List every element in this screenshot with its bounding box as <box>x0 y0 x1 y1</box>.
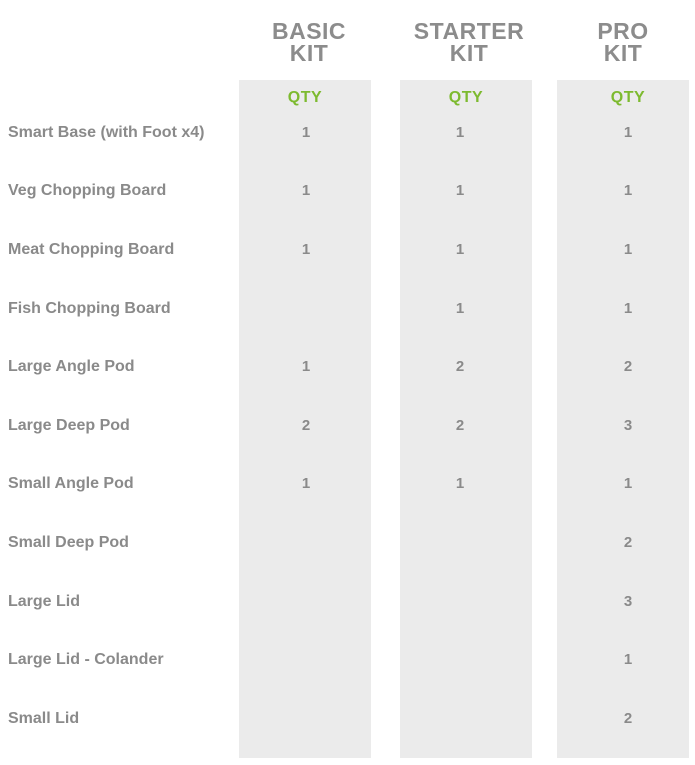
basic-kit-title-line2: KIT <box>289 40 329 66</box>
pro-qty-cell: 3 <box>623 417 633 434</box>
basic-qty-cell: 1 <box>301 241 311 258</box>
table-row <box>0 417 695 441</box>
item-name: Large Lid - Colander <box>8 651 164 668</box>
item-name: Small Lid <box>8 710 80 727</box>
basic-qty-cell: 2 <box>301 417 311 434</box>
pro-qty-cell: 1 <box>623 475 633 492</box>
table-row <box>0 124 695 148</box>
pro-qty-cell: 2 <box>623 358 633 375</box>
item-name: Fish Chopping Board <box>8 300 171 317</box>
item-name: Large Lid <box>8 593 81 610</box>
starter-kit-title-line2: KIT <box>449 40 489 66</box>
item-name: Large Angle Pod <box>8 358 135 375</box>
pro-qty-cell: 1 <box>623 182 633 199</box>
starter-qty-cell: 1 <box>455 475 465 492</box>
starter-kit-title <box>389 20 549 64</box>
item-name: Smart Base (with Foot x4) <box>8 124 205 141</box>
item-name: Small Deep Pod <box>8 534 129 551</box>
table-row <box>0 300 695 324</box>
item-name: Large Deep Pod <box>8 417 130 434</box>
pro-kit-title <box>543 20 695 64</box>
basic-kit-title-line1: BASIC <box>271 18 347 44</box>
basic-kit-title <box>229 20 389 64</box>
item-name: Meat Chopping Board <box>8 241 175 258</box>
basic-qty-cell: 1 <box>301 182 311 199</box>
starter-kit-title-line1: STARTER <box>413 18 525 44</box>
pro-qty-cell: 1 <box>623 651 633 668</box>
table-row <box>0 475 695 499</box>
starter-qty-cell: 1 <box>455 241 465 258</box>
pro-kit-title-line2: KIT <box>603 40 643 66</box>
pro-kit-title-line1: PRO <box>597 18 649 44</box>
pro-qty-cell: 2 <box>623 710 633 727</box>
pro-qty-cell: 3 <box>623 593 633 610</box>
starter-qty-cell: 1 <box>455 300 465 317</box>
starter-qty-header: QTY <box>448 89 484 106</box>
starter-qty-cell: 1 <box>455 124 465 141</box>
pro-qty-cell: 2 <box>623 534 633 551</box>
basic-qty-cell: 1 <box>301 358 311 375</box>
basic-qty-cell: 1 <box>301 124 311 141</box>
table-row <box>0 241 695 265</box>
starter-qty-cell: 2 <box>455 358 465 375</box>
pro-qty-cell: 1 <box>623 300 633 317</box>
table-row <box>0 710 695 734</box>
table-row <box>0 593 695 617</box>
table-row <box>0 358 695 382</box>
pro-qty-cell: 1 <box>623 241 633 258</box>
pro-qty-header: QTY <box>610 89 646 106</box>
starter-qty-cell: 1 <box>455 182 465 199</box>
item-name: Veg Chopping Board <box>8 182 167 199</box>
table-row <box>0 651 695 675</box>
item-name: Small Angle Pod <box>8 475 134 492</box>
basic-qty-header: QTY <box>287 89 323 106</box>
starter-qty-cell: 2 <box>455 417 465 434</box>
table-row <box>0 182 695 206</box>
basic-qty-cell: 1 <box>301 475 311 492</box>
pro-qty-cell: 1 <box>623 124 633 141</box>
table-row <box>0 534 695 558</box>
